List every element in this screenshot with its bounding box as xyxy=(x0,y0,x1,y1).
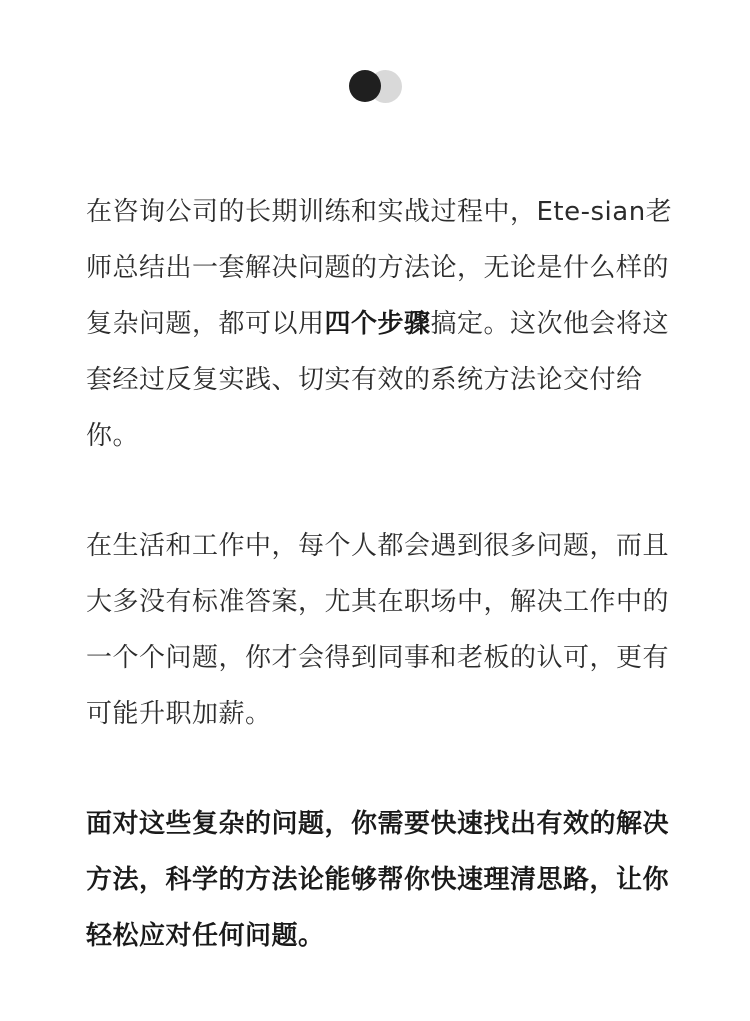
paragraph-intro xyxy=(86,184,676,464)
dark-circle-icon xyxy=(349,70,381,102)
paragraph-method-emphasis: 面对这些复杂的问题，你需要快速找出有效的解决方法，科学的方法论能够帮你快速理清思路，让你轻松应对任何问题。 xyxy=(86,809,670,951)
article-body xyxy=(86,184,676,964)
section-divider-icon xyxy=(349,69,403,103)
paragraph-work-life: 在生活和工作中，每个人都会遇到很多问题，而且大多没有标准答案，尤其在职场中，解决工作中的一个个问题，你才会得到同事和老板的认可，更有可能升职加薪。 xyxy=(86,531,670,729)
paragraph-intro-text-2: 搞定。这次他会将这套经过反复实践、切实有效的系统方法论交付给你。 xyxy=(86,309,670,451)
paragraph-intro-text-1: 在咨询公司的长期训练和实战过程中，Ete-sian老师总结出一套解决问题的方法论，无论是什么样的复杂问题，都可以用 xyxy=(86,197,673,339)
four-steps-highlight: 四个步骤 xyxy=(324,309,431,339)
